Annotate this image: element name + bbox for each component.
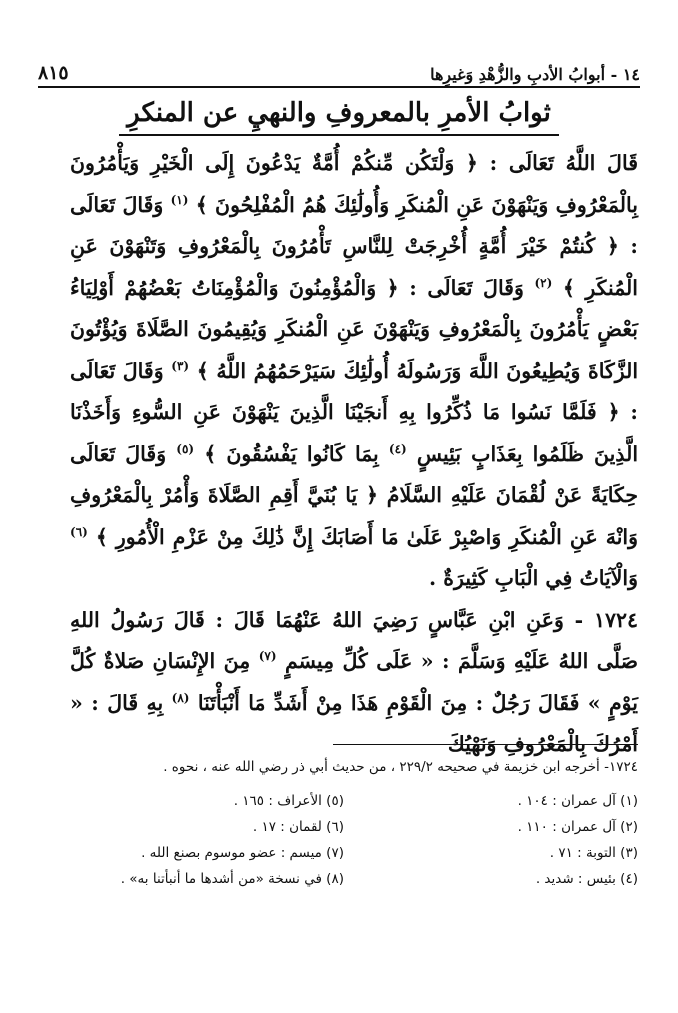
footnote-list <box>70 791 638 889</box>
chapter-title: ثوابُ الأمرِ بالمعروفِ والنهيِ عن المنكرِ <box>119 96 559 136</box>
footnote-marker: (٣) <box>171 358 190 373</box>
hadith-source-note: ١٧٢٤- أخرجه ابن خزيمة في صحيحه ٢٢٩/٢ ، من حديث أبي ذر رضي الله عنه ، نحوه . <box>163 759 638 775</box>
verses-paragraph <box>70 143 638 600</box>
footnote-marker: (٦) <box>70 524 88 539</box>
verse-5: وَقَالَ تَعَالَى حِكَايَةً عَنْ لُقْمَانَ عَلَيْهِ السَّلَامُ ﴿ يَا بُنَيَّ أَقِمِ الصَّلَاةَ وَأْمُرْ بِالْمَعْرُوفِ وَانْهَ عَنِ الْمُنكَرِ وَاصْبِرْ عَلَىٰ مَا أَصَابَكَ إِنَّ ذَٰلِكَ مِنْ عَزْمِ الْأُمُورِ ﴾ <box>70 441 638 549</box>
running-title: ١٤ - أبوابُ الأدبِ والزُّهْدِ وَغيرِها <box>430 65 640 84</box>
footnote-item: (٢) آل عمران : ١١٠ . <box>517 819 638 835</box>
hadith-text: ١٧٢٤ - وَعَنِ ابْنِ عَبَّاسٍ رَضِيَ اللهُ عَنْهُمَا قَالَ : قَالَ رَسُولُ اللهِ صَلَّى اللهُ عَلَيْهِ وَسَلَّمَ : « عَلَى كُلِّ مِيسَمٍ <box>70 607 639 673</box>
footnote-marker: (٥) <box>176 441 195 456</box>
footnote-marker: (٤) <box>388 441 407 456</box>
verse-1: قَالَ اللَّهُ تَعَالَى : ﴿ وَلْتَكُن مِّنكُمْ أُمَّةٌ يَدْعُونَ إِلَى الْخَيْرِ وَيَأْمُرُونَ بِالْمَعْرُوفِ وَيَنْهَوْنَ عَنِ الْمُنكَرِ وَأُولَٰئِكَ هُمُ الْمُفْلِحُونَ ﴾ <box>70 151 638 217</box>
page-header <box>38 40 640 84</box>
footnote-item: (٨) في نسخة «من أشدها ما أنبأتنا به» . <box>120 871 344 887</box>
verse-4-end: بِمَا كَانُوا يَفْسُقُونَ ﴾ <box>204 441 379 466</box>
footnote-item: (٣) التوبة : ٧١ . <box>549 845 638 861</box>
footnote-rule <box>333 744 638 745</box>
verse-3: وَقَالَ تَعَالَى : ﴿ وَالْمُؤْمِنُونَ وَالْمُؤْمِنَاتُ بَعْضُهُمْ أَوْلِيَاءُ بَعْضٍ يَأْمُرُونَ بِالْمَعْرُوفِ وَيَنْهَوْنَ عَنِ الْمُنكَرِ وَيُقِيمُونَ الصَّلَاةَ وَيُؤْتُونَ الزَّكَاةَ وَيُطِيعُونَ اللَّهَ وَرَسُولَهُ أُولَٰئِكَ سَيَرْحَمُهُمُ اللَّهُ ﴾ <box>70 275 639 383</box>
verse-4: وَقَالَ تَعَالَى : ﴿ فَلَمَّا نَسُوا مَا ذُكِّرُوا بِهِ أَنجَيْنَا الَّذِينَ يَنْهَوْنَ عَنِ السُّوءِ وَأَخَذْنَا الَّذِينَ ظَلَمُوا بِعَذَابٍ بَئِيسٍ <box>70 358 639 466</box>
footnote-marker: (١) <box>170 192 189 207</box>
verse-2: وَقَالَ تَعَالَى : ﴿ كُنتُمْ خَيْرَ أُمَّةٍ أُخْرِجَتْ لِلنَّاسِ تَأْمُرُونَ بِالْمَعْرُوفِ وَتَنْهَوْنَ عَنِ الْمُنكَرِ ﴾ <box>70 192 638 300</box>
page-number: ٨١٥ <box>38 62 69 84</box>
chapter-title-wrap <box>0 96 678 136</box>
footnotes <box>70 755 638 889</box>
hadith-text-cont: مِنَ الإِنْسَانِ صَلاةٌ كُلَّ يَوْمٍ » فَقَالَ رَجُلٌ : مِنَ الْقَوْمِ هَذَا مِنْ أَشَدِّ مَا أَنْبَأْتَنَا <box>70 649 638 715</box>
footnote-marker: (٢) <box>534 275 553 290</box>
footnote-marker: (٨) <box>171 690 190 705</box>
footnote-item: (٦) لقمان : ١٧ . <box>252 819 344 835</box>
hadith-paragraph <box>70 600 638 766</box>
footnote-item: (٧) ميسم : عضو موسوم بصنع الله . <box>141 845 344 861</box>
hadith-text-end: بِهِ قَالَ : « أَمْرُكَ بِالْمَعْرُوفِ وَنَهْيُكَ <box>70 690 638 756</box>
footnote-marker: (٧) <box>258 649 277 664</box>
footnote-item: (١) آل عمران : ١٠٤ . <box>517 793 638 809</box>
header-rule <box>38 86 640 88</box>
footnote-item: (٤) بئيس : شديد . <box>535 871 638 887</box>
footnote-item: (٥) الأعراف : ١٦٥ . <box>233 793 344 809</box>
verses-closing: وَالْآيَاتُ فِي الْبَابِ كَثِيرَةٌ . <box>429 566 638 590</box>
main-text <box>70 143 639 756</box>
